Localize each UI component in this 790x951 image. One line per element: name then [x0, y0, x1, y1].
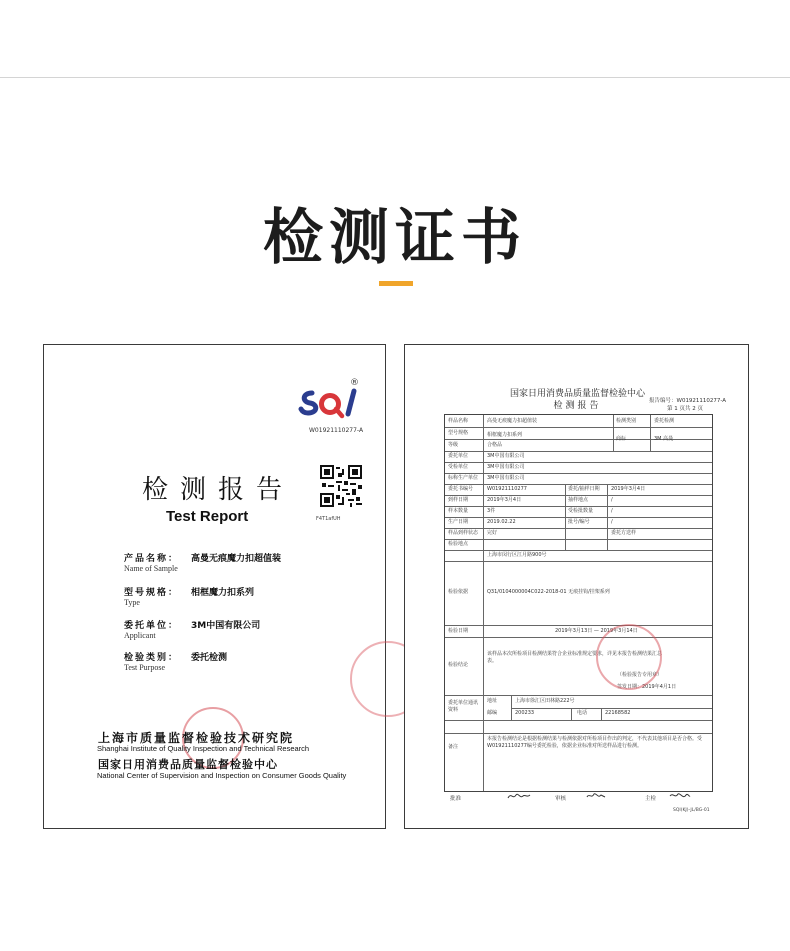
- qr-code-icon: [320, 465, 362, 507]
- label-sampling-place: 抽样地点: [568, 497, 589, 503]
- field-value: 高曼无痕魔力扣超值装: [191, 554, 282, 564]
- certificate-cover: [43, 344, 386, 829]
- label-trademark: 商标: [616, 436, 627, 442]
- value-contract: W01921110277: [487, 486, 527, 492]
- report-number: 报告编号：W01921110277-A: [649, 398, 727, 404]
- value-conclusion: 该样品本次所检项目检测结果符合企业标准规定要求，详见本报告检测结果汇总表。: [487, 651, 663, 664]
- value-zip: 200233: [515, 710, 535, 716]
- value-quantity: 3件: [487, 508, 496, 514]
- field-label: 检验类别：: [124, 653, 180, 663]
- report-red-seal: [596, 624, 662, 690]
- form-code: SQI(KJ)-JL/BG-01: [673, 808, 710, 813]
- seal-note: （检验报告专用章）: [617, 672, 663, 678]
- label-quantity: 样本数量: [448, 508, 469, 514]
- field-label-en: Applicant: [124, 631, 156, 640]
- top-divider: [0, 77, 790, 78]
- field-label: 型号规格：: [124, 588, 180, 598]
- approver-signature-icon: [507, 791, 531, 801]
- label-receive-date: 到样日期: [448, 497, 469, 503]
- reviewer-label: 审核: [555, 796, 567, 802]
- registered-mark: ®: [350, 378, 359, 388]
- qr-caption: F4T1afUH: [316, 516, 341, 522]
- value-model: 相框魔力扣系列: [487, 432, 523, 438]
- value-production-date: 2019.02.22: [487, 519, 516, 525]
- value-batch: /: [611, 519, 613, 525]
- sqi-logo-icon: [298, 385, 364, 419]
- tester-signature-icon: [669, 791, 691, 801]
- field-label-en: Type: [124, 598, 140, 607]
- label-maker: 标称生产单位: [448, 475, 479, 481]
- issue-date: 签发日期：2019年4月1日: [617, 684, 677, 690]
- report-header: 国家日用消费品质量监督检验中心: [509, 389, 645, 399]
- value-phone: 22168582: [605, 710, 631, 716]
- label-status: 样品到样状态: [448, 530, 479, 536]
- certificate-title-en: Test Report: [166, 508, 249, 525]
- value-status: 完好: [487, 530, 498, 536]
- center-name-cn: 国家日用消费品质量监督检验中心: [98, 758, 278, 771]
- label-batch: 批号/编号: [568, 519, 590, 525]
- label-base: 受检批数量: [568, 508, 594, 514]
- approver-label: 批准: [450, 796, 462, 802]
- field-label: 委托单位：: [124, 621, 180, 631]
- label-grade: 等级: [448, 442, 459, 448]
- page-title: 检测证书: [263, 203, 527, 273]
- center-name-en: National Center of Supervision and Inspection on Consumer Goods Quality: [97, 771, 347, 780]
- title-accent-bar: [379, 281, 413, 286]
- value-basis: Q31/0104000004C022-2018-01 无痕挂钩/挂架系列: [487, 589, 610, 595]
- label-phone: 电话: [577, 710, 588, 716]
- reviewer-signature-icon: [586, 791, 606, 801]
- value-dates: 2019年3月13日 — 2019年3月14日: [555, 628, 638, 634]
- label-conclusion: 检验结论: [448, 662, 469, 668]
- label-sampling-date: 委托/抽样日期: [568, 486, 600, 492]
- label-inspected: 受检单位: [448, 464, 469, 470]
- label-zip: 邮编: [487, 710, 498, 716]
- certificate-title-cn: 检测报告: [142, 475, 295, 505]
- report-page-info: 第 1 页共 2 页: [667, 406, 703, 412]
- label-client: 委托单位: [448, 453, 469, 459]
- value-remarks: 本报告检测结论是根据检测结果与检测依据对所检项目作出的判定，不代表其他项目是否合格。受W01921110277编号委托检验，依据企业标准对所送样品进行检测。: [487, 736, 703, 750]
- value-sampling-place: /: [611, 497, 613, 503]
- report-table: [444, 414, 713, 792]
- field-label-en: Test Purpose: [124, 663, 165, 672]
- label-remarks: 备注: [448, 744, 459, 750]
- label-place: 检验地点: [448, 541, 469, 547]
- field-label-en: Name of Sample: [124, 564, 178, 573]
- value-method: 委托方送样: [611, 530, 637, 536]
- value-receive-date: 2019年3月4日: [487, 497, 522, 503]
- institute-name-en: Shanghai Institute of Quality Inspection and Technical Research: [97, 744, 310, 753]
- label-client-address: 委托单位通讯资料: [448, 700, 479, 713]
- label-production-date: 生产日期: [448, 519, 469, 525]
- tester-label: 主检: [645, 796, 657, 802]
- label-basis: 检验依据: [448, 589, 469, 595]
- value-grade: 合格品: [487, 442, 503, 448]
- value-trademark: 3M 高曼: [654, 436, 674, 442]
- value-inspected: 3M中国有限公司: [487, 464, 525, 470]
- value-sampling-date: 2019年3月4日: [611, 486, 646, 492]
- institute-name-cn: 上海市质量监督检验技术研究院: [98, 731, 295, 745]
- value-sample-name: 高曼无痕魔力扣超值装: [487, 418, 538, 424]
- value-base: /: [611, 508, 613, 514]
- value-place: 上海市闵行区江月路900号: [487, 552, 547, 558]
- report-subtitle: 检测报告: [553, 401, 602, 411]
- label-model: 型号规格: [448, 430, 469, 436]
- label-dates: 检验日期: [448, 628, 469, 634]
- test-report-page: [404, 344, 749, 829]
- value-address: 上海市徐汇区田林路222号: [515, 698, 575, 704]
- value-maker: 3M中国有限公司: [487, 475, 525, 481]
- certificate-number: W01921110277-A: [309, 427, 364, 434]
- label-test-type: 检测类别: [616, 418, 637, 424]
- label-sample-name: 样品名称: [448, 418, 469, 424]
- value-test-type: 委托检测: [654, 418, 675, 424]
- field-value: 3M中国有限公司: [191, 621, 261, 631]
- value-client: 3M中国有限公司: [487, 453, 525, 459]
- label-address: 地址: [487, 698, 498, 704]
- field-label: 产品名称：: [124, 554, 180, 564]
- label-contract: 委托书编号: [448, 486, 474, 492]
- field-value: 委托检测: [191, 653, 228, 663]
- field-value: 相框魔力扣系列: [191, 588, 255, 598]
